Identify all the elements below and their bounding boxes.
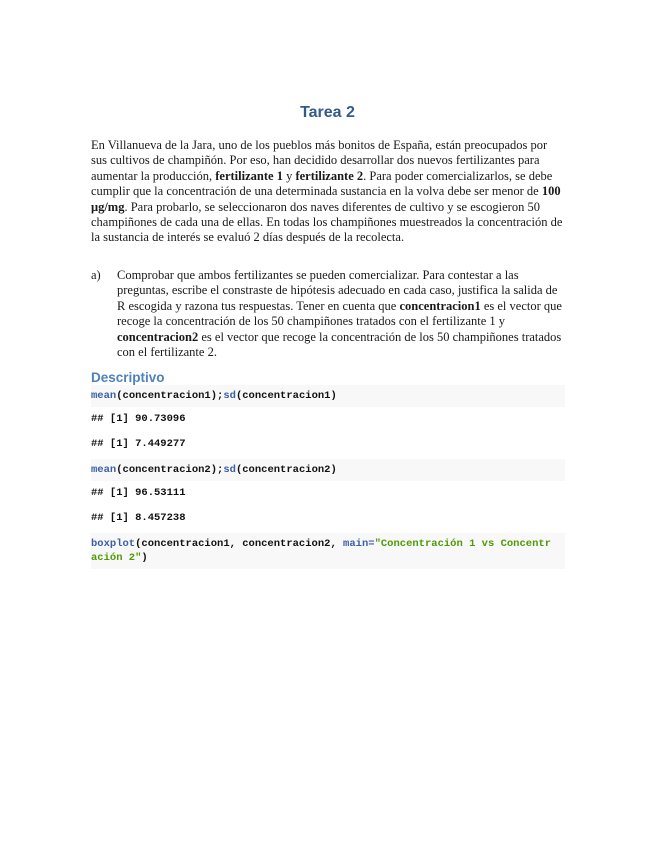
- code-block-3: [91, 533, 565, 569]
- code-fn: mean: [91, 390, 117, 402]
- code-block-2: [91, 459, 565, 481]
- section-heading-descriptivo: Descriptivo: [91, 370, 165, 385]
- intro-bold-threshold: 100 μg/mg: [91, 184, 561, 214]
- code-string: "Concentración 1 vs Concentr: [374, 538, 551, 550]
- code-args: (concentracion1);: [116, 390, 224, 402]
- intro-text-3: . Para poder comercializarlos, se debe cumplir que la concentración de una determinada sustancia en la volva debe ser menor de: [91, 168, 553, 199]
- code-string-cont: ación 2": [91, 552, 142, 564]
- code-output-1: ## [1] 90.73096: [91, 413, 186, 425]
- intro-bold-fertilizante-1: fertilizante 1: [215, 168, 283, 183]
- page-title: Tarea 2: [300, 104, 355, 121]
- intro-bold-fertilizante-2: fertilizante 2: [295, 168, 364, 183]
- item-bold-concentracion1: concentracion1: [399, 298, 481, 313]
- intro-text-2: y: [282, 168, 296, 183]
- item-text-1: Comprobar que ambos fertilizantes se pueden comercializar. Para contestar a las preguntas, escribe el constraste de hipótesis adecuado en cada caso, justifica la salida de R escogida y razona tus respuestas. Tener en cuenta que: [117, 268, 558, 313]
- intro-text-1: En Villanueva de la Jara, uno de los pueblos más bonitos de España, están preocupados por sus cultivos de champiñón. Por eso, han decidido desarrollar dos nuevos fertilizantes para aumentar la producción,: [91, 138, 548, 183]
- item-bold-concentracion2: concentracion2: [117, 329, 199, 344]
- code-fn: mean: [91, 464, 117, 476]
- code-args: (concentracion1): [235, 390, 337, 402]
- list-item-a: [91, 268, 565, 360]
- code-fn: boxplot: [91, 538, 136, 550]
- code-fn: sd: [223, 390, 236, 402]
- code-output-4: ## [1] 8.457238: [91, 512, 186, 524]
- code-keyword: main=: [343, 538, 375, 550]
- code-output-2: ## [1] 7.449277: [91, 438, 186, 450]
- list-marker: a): [91, 268, 101, 282]
- code-block-1: [91, 385, 565, 407]
- list-item-text: [117, 268, 565, 360]
- code-args-end: ): [141, 552, 148, 564]
- intro-text-4: . Para probarlo, se seleccionaron dos naves diferentes de cultivo y se escogieron 50 champiñones de cada una de ellas. En todas los champiñones muestreados la concentración de la sustancia de interés se evaluó 2 días después de la recolecta.: [91, 199, 563, 245]
- code-output-3: ## [1] 96.53111: [91, 487, 186, 499]
- code-args: (concentracion2);: [116, 464, 224, 476]
- item-text-3: es el vector que recoge la concentración de los 50 champiñones tratados con el fertilizante 2.: [117, 329, 562, 360]
- code-fn: sd: [223, 464, 236, 476]
- code-args: (concentracion1, concentracion2,: [135, 538, 344, 550]
- intro-paragraph: [91, 138, 565, 246]
- item-text-2: es el vector que recoge la concentración de los 50 champiñones tratados con el fertilizante 1 y: [117, 298, 562, 329]
- code-args: (concentracion2): [235, 464, 337, 476]
